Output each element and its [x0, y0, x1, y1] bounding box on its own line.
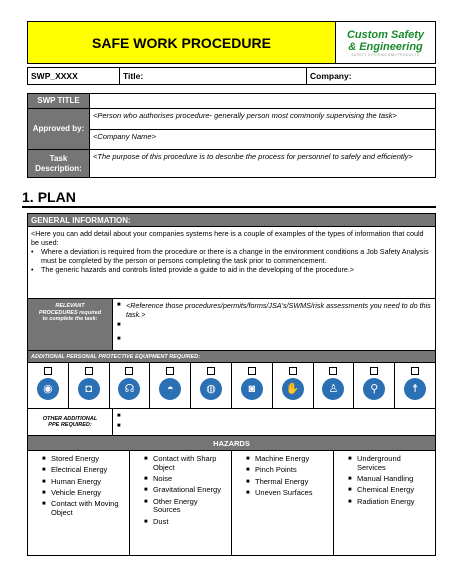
- square-bullet-icon: ■: [117, 302, 121, 308]
- general-info-body: [28, 227, 435, 276]
- procedure-item-1[interactable]: <Reference those procedures/permits/forms/JSA's/SWMS/risk assessments you need to do this task.>: [126, 301, 431, 319]
- info-row: [27, 67, 436, 85]
- other-ppe-label-1: OTHER ADDITIONAL: [42, 415, 98, 422]
- ppe-cell: [232, 363, 273, 408]
- ppe-checkbox[interactable]: [125, 367, 133, 375]
- hazard-item: Pinch Points: [255, 465, 297, 475]
- task-label: [28, 150, 90, 177]
- square-bullet-icon: ■: [348, 476, 352, 483]
- hazard-item: Contact with Sharp Object: [153, 454, 217, 472]
- hazard-item: Other Energy Sources: [153, 496, 198, 515]
- list-item: [117, 321, 431, 330]
- ppe-checkbox[interactable]: [166, 367, 174, 375]
- company-logo: [336, 21, 436, 64]
- list-item: [144, 475, 227, 484]
- swp-title-label: SWP TITLE: [28, 94, 90, 108]
- page-title: SAFE WORK PROCEDURE: [27, 21, 336, 64]
- approved-row: [28, 109, 435, 150]
- hazard-item: Vehicle Energy: [51, 487, 102, 497]
- procedures-list: [113, 299, 435, 350]
- title-field: Title:: [120, 68, 307, 84]
- general-bullet-2: The generic hazards and controls listed provide a guide to aid in the developing of the procedure.>: [41, 265, 355, 274]
- hazard-item: Radiation Energy: [357, 496, 415, 506]
- company-field: Company:: [310, 71, 352, 81]
- ppe-cell: [28, 363, 69, 408]
- swp-title-row: [28, 94, 435, 109]
- list-item: [246, 455, 329, 464]
- general-bullet-1: Where a deviation is required from the procedure or there is a change in the environment conditions a Job Safety Analysis must be completed by the person or persons completing the task prior to commencement.: [41, 247, 429, 265]
- welding-mask-icon: ◙: [241, 378, 263, 400]
- square-bullet-icon: ■: [144, 476, 148, 483]
- task-value: <The purpose of this procedure is to describe the process for personnel to safely and efficiently>: [93, 152, 413, 161]
- ppe-checkbox[interactable]: [329, 367, 337, 375]
- hazard-item: Contact with Moving Object: [51, 499, 119, 517]
- square-bullet-icon: ■: [117, 322, 121, 328]
- procedures-label-2: PROCEDURES required: [38, 309, 102, 316]
- face-shield-icon: ◘: [78, 378, 100, 400]
- ppe-checkbox[interactable]: [207, 367, 215, 375]
- general-info-box: [27, 213, 436, 299]
- hazard-item: Machine Energy: [255, 454, 310, 463]
- procedures-label-3: to complete the task:: [42, 316, 98, 322]
- square-bullet-icon: ■: [348, 498, 352, 505]
- square-bullet-icon: ■: [42, 456, 46, 462]
- hazard-item: Chemical Energy: [357, 485, 415, 495]
- list-item: [348, 475, 431, 484]
- square-bullet-icon: ■: [348, 456, 352, 462]
- list-item: [246, 466, 329, 475]
- list-item: [348, 498, 431, 507]
- company-value: <Company Name>: [93, 131, 156, 141]
- ppe-cell: [191, 363, 232, 408]
- ppe-header: ADDITIONAL PERSONAL PROTECTIVE EQUIPMENT REQUIRED:: [27, 351, 436, 362]
- swp-table: [27, 93, 436, 178]
- other-ppe-label-2: PPE REQUIRED:: [48, 422, 92, 428]
- list-item: [42, 500, 125, 518]
- square-bullet-icon: ■: [42, 501, 46, 508]
- ppe-checkbox[interactable]: [248, 367, 256, 375]
- square-bullet-icon: ■: [117, 336, 121, 342]
- ppe-checkbox[interactable]: [289, 367, 297, 375]
- ppe-checkbox[interactable]: [85, 367, 93, 375]
- ear-protection-icon: ☊: [118, 378, 140, 400]
- list-item: [42, 489, 125, 498]
- hazard-column: [334, 451, 435, 555]
- hazard-item: Human Energy: [51, 476, 102, 486]
- square-bullet-icon: ■: [246, 478, 250, 485]
- general-info-header: GENERAL INFORMATION:: [28, 214, 435, 227]
- list-item: • The generic hazards and controls listed provide a guide to aid in the developing of the procedure.>: [31, 265, 355, 274]
- hazard-item: Uneven Surfaces: [255, 487, 313, 497]
- list-item: • Where a deviation is required from the procedure or there is a change in the environment conditions a Job Safety Analysis must be completed by the person or persons completing the task prior to commencement.: [31, 247, 432, 265]
- procedures-label: [28, 299, 113, 350]
- approved-value: <Person who authorises procedure- generally person most commonly supervising the task>: [90, 109, 435, 130]
- list-item: [42, 466, 125, 475]
- hazard-column: [28, 451, 130, 555]
- task-label-1: Task: [49, 153, 68, 163]
- safety-glasses-icon: ◉: [37, 378, 59, 400]
- list-item: [144, 455, 227, 473]
- list-item: [144, 498, 227, 516]
- list-item: [144, 486, 227, 495]
- list-item: [144, 518, 227, 527]
- ppe-checkbox[interactable]: [370, 367, 378, 375]
- procedures-label-1: RELEVANT: [55, 303, 85, 309]
- task-row: [28, 150, 435, 177]
- square-bullet-icon: ■: [117, 423, 121, 429]
- section-divider: [22, 206, 436, 208]
- list-item: [117, 411, 431, 421]
- list-item: [42, 478, 125, 487]
- hazard-item: Stored Energy: [51, 454, 99, 463]
- ppe-cell: [69, 363, 110, 408]
- hazard-item: Underground Services: [357, 454, 401, 472]
- square-bullet-icon: ■: [246, 467, 250, 474]
- hazard-item: Electrical Energy: [51, 465, 108, 475]
- section-heading: [22, 189, 76, 205]
- hard-hat-icon: ◓: [159, 378, 181, 400]
- square-bullet-icon: ■: [42, 467, 46, 474]
- square-bullet-icon: ■: [348, 487, 352, 494]
- list-item: [42, 455, 125, 464]
- safety-boots-icon: ⚲: [363, 378, 385, 400]
- hazard-column: [232, 451, 334, 555]
- ppe-cell: [110, 363, 151, 408]
- ppe-icon-row: [27, 362, 436, 409]
- ppe-cell: [150, 363, 191, 408]
- hazards-header: HAZARDS: [27, 436, 436, 450]
- list-item: [117, 301, 431, 319]
- other-ppe-row: [27, 409, 436, 436]
- procedures-row: [27, 299, 436, 351]
- overalls-icon: ♙: [322, 378, 344, 400]
- harness-icon: ☨: [404, 378, 426, 400]
- ppe-cell: [314, 363, 355, 408]
- hazard-item: Thermal Energy: [255, 476, 309, 486]
- ppe-cell: [354, 363, 395, 408]
- logo-tagline: SAFETY SYSTEMS AND PRODUCTS: [351, 52, 420, 57]
- square-bullet-icon: ■: [144, 456, 148, 462]
- square-bullet-icon: ■: [144, 487, 148, 494]
- hazard-column: [130, 451, 232, 555]
- ppe-checkbox[interactable]: [411, 367, 419, 375]
- task-label-2: Description:: [35, 163, 82, 173]
- ppe-cell: [395, 363, 435, 408]
- square-bullet-icon: ■: [144, 498, 148, 505]
- hazard-item: Noise: [153, 474, 173, 484]
- list-item: [117, 335, 431, 344]
- square-bullet-icon: ■: [246, 456, 250, 462]
- list-item: [246, 489, 329, 498]
- other-ppe-list: [113, 409, 435, 435]
- swp-title-value: [90, 94, 435, 108]
- square-bullet-icon: ■: [42, 489, 46, 496]
- list-item: [348, 455, 431, 473]
- square-bullet-icon: ■: [246, 489, 250, 496]
- ppe-checkbox[interactable]: [44, 367, 52, 375]
- gloves-icon: ✋: [282, 378, 304, 400]
- general-intro: <Here you can add detail about your companies systems here is a couple of examples of the types of information that could be used:: [31, 229, 424, 247]
- logo-line-2: & Engineering: [348, 40, 423, 53]
- hazard-item: Manual Handling: [357, 474, 414, 484]
- ppe-cell: [273, 363, 314, 408]
- square-bullet-icon: ■: [144, 518, 148, 525]
- other-ppe-label: [28, 409, 113, 435]
- hazard-item: Gravitational Energy: [153, 485, 221, 495]
- section-number: 1.: [22, 189, 34, 205]
- square-bullet-icon: ■: [117, 413, 121, 419]
- approved-label: Approved by:: [28, 109, 90, 149]
- list-item: [246, 478, 329, 487]
- logo-line-1: Custom Safety: [346, 28, 425, 41]
- respirator-icon: ◍: [200, 378, 222, 400]
- swp-number: SWP_XXXX: [28, 68, 120, 84]
- list-item: [117, 421, 431, 431]
- list-item: [348, 486, 431, 495]
- section-title: PLAN: [37, 189, 76, 205]
- square-bullet-icon: ■: [42, 478, 46, 485]
- hazards-grid: [27, 450, 436, 556]
- hazard-item: Dust: [153, 516, 169, 526]
